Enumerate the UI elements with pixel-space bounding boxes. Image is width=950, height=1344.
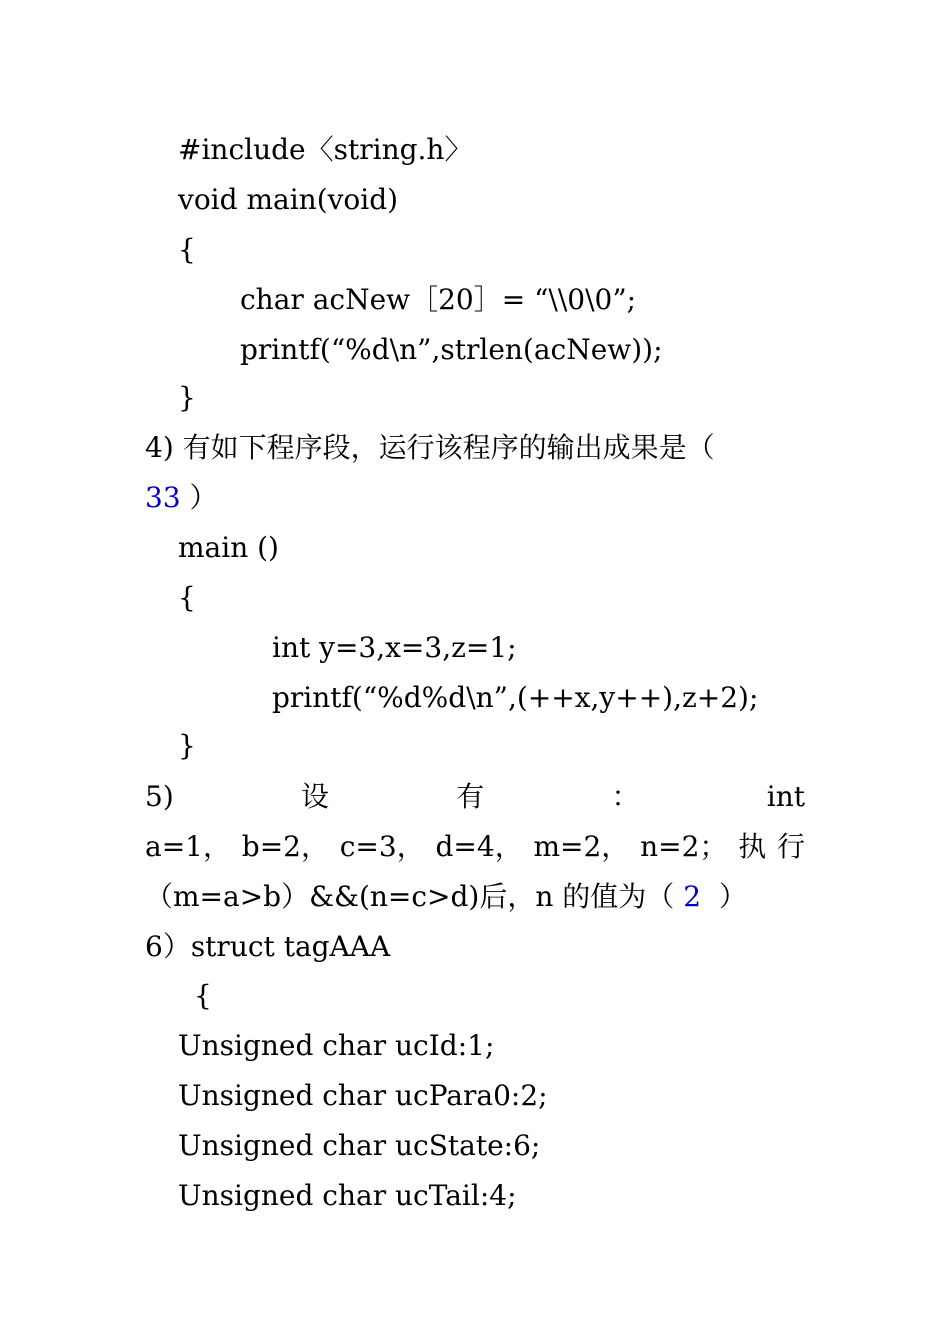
question-5-word: n=2；	[640, 830, 728, 863]
code-line: Unsigned char ucPara0:2;	[178, 1079, 548, 1112]
code-line: char acNew［20］= “\\0\0”;	[240, 283, 637, 316]
question-5-word: 5)	[145, 780, 174, 813]
question-5-word: 有	[456, 780, 485, 813]
code-line: {	[194, 979, 212, 1012]
question-5-word: a=1，	[145, 830, 231, 863]
question-5-word: 执	[738, 830, 767, 863]
question-6-header: 6）struct tagAAA	[145, 930, 391, 963]
question-5-word: ：	[611, 780, 640, 813]
question-5-word: m=2，	[533, 830, 630, 863]
code-line: Unsigned char ucTail:4;	[178, 1179, 517, 1212]
code-line: printf(“%d\n”,strlen(acNew));	[240, 333, 663, 366]
code-line: int y=3,x=3,z=1;	[272, 631, 517, 664]
question-4-answer: 33	[145, 481, 181, 514]
code-line: printf(“%d%d\n”,(++x,y++),z+2);	[272, 681, 759, 714]
code-line: Unsigned char ucState:6;	[178, 1129, 541, 1162]
question-4-answer-line	[145, 481, 218, 515]
question-5-close: ）	[701, 880, 747, 913]
question-5-word: 设	[300, 780, 329, 813]
question-5-expression: （m=a>b）&&(n=c>d)后，n 的值为（	[145, 880, 684, 913]
question-5-word: 行	[776, 830, 805, 863]
code-line: void main(void)	[178, 183, 399, 216]
question-5-answer: 2	[683, 880, 702, 913]
question-5-word: d=4，	[435, 830, 523, 863]
question-5-word: int	[766, 780, 805, 813]
code-line: }	[178, 729, 196, 762]
question-5-line-2	[145, 830, 805, 864]
code-line: {	[178, 581, 196, 614]
question-4-stem: 4) 有如下程序段，运行该程序的输出成果是（	[145, 431, 715, 464]
code-line: #include〈string.h〉	[178, 133, 473, 166]
question-4-close: ）	[180, 481, 218, 514]
code-line: {	[178, 233, 196, 266]
question-5-word: c=3，	[339, 830, 425, 863]
code-line: main ()	[178, 531, 279, 564]
code-line: }	[178, 381, 196, 414]
code-line: Unsigned char ucId:1;	[178, 1029, 495, 1062]
question-5-word: b=2，	[241, 830, 329, 863]
question-5-line-1	[145, 780, 805, 814]
question-5-line-3	[145, 880, 747, 914]
